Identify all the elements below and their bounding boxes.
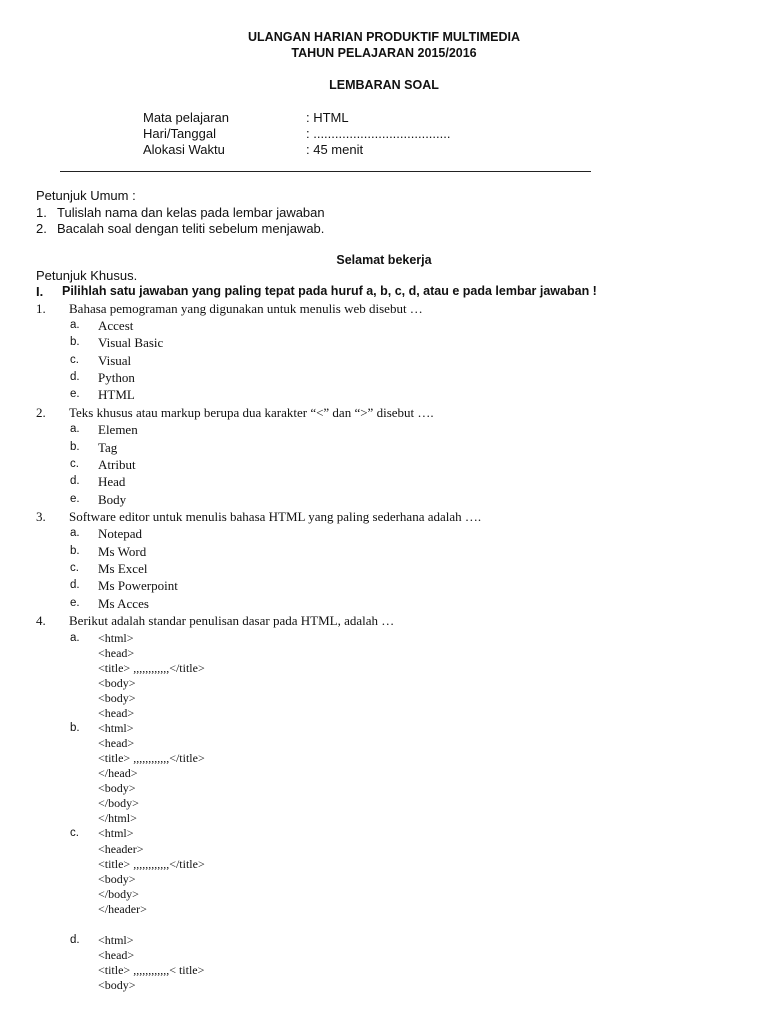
code-line: <title> ,,,,,,,,,,,,< title>	[98, 963, 205, 977]
option-letter: c.	[70, 827, 79, 839]
option-letter: e.	[70, 597, 80, 609]
code-line: <body>	[98, 978, 136, 992]
greeting: Selamat bekerja	[336, 253, 432, 267]
code-line: <body>	[98, 872, 136, 886]
option-text: Notepad	[98, 526, 143, 541]
academic-year: TAHUN PELAJARAN 2015/2016	[291, 46, 477, 60]
option-letter: e.	[70, 493, 80, 505]
question-number: 1.	[36, 301, 46, 316]
info-value-subject: : HTML	[306, 110, 349, 125]
option-letter: e.	[70, 388, 80, 400]
option-text: Visual	[98, 353, 132, 368]
general-instructions-heading: Petunjuk Umum :	[36, 188, 136, 203]
code-line: <head>	[98, 736, 135, 750]
code-line: </body>	[98, 796, 139, 810]
question-number: 4.	[36, 613, 46, 628]
special-instructions-heading: Petunjuk Khusus.	[36, 268, 138, 283]
option-letter: a.	[70, 319, 80, 331]
code-line: <header>	[98, 842, 144, 856]
option-letter: b.	[70, 336, 80, 348]
option-letter: b.	[70, 441, 80, 453]
option-letter: d.	[70, 579, 80, 591]
option-text: Tag	[98, 440, 118, 455]
code-line: <body>	[98, 691, 136, 705]
section-number: I.	[36, 284, 44, 299]
exam-title: ULANGAN HARIAN PRODUKTIF MULTIMEDIA	[248, 30, 520, 44]
option-text: Body	[98, 492, 127, 507]
general-item-number: 1.	[36, 205, 47, 220]
question-text: Berikut adalah standar penulisan dasar pada HTML, adalah …	[69, 613, 395, 628]
option-text: Elemen	[98, 422, 138, 437]
general-item-text: Bacalah soal dengan teliti sebelum menjawab.	[57, 221, 325, 236]
code-line: <html>	[98, 933, 134, 947]
code-line: <title> ,,,,,,,,,,,,</title>	[98, 751, 205, 765]
option-text: Python	[98, 370, 135, 385]
option-letter: d.	[70, 475, 80, 487]
option-text: Ms Acces	[98, 596, 149, 611]
option-text: Head	[98, 474, 126, 489]
code-line: <head>	[98, 646, 135, 660]
header-divider	[60, 171, 591, 172]
code-line: <head>	[98, 948, 135, 962]
option-letter: b.	[70, 722, 80, 734]
option-text: Accest	[98, 318, 134, 333]
option-letter: a.	[70, 632, 80, 644]
option-text: Ms Powerpoint	[98, 578, 178, 593]
option-letter: c.	[70, 354, 79, 366]
option-letter: c.	[70, 458, 79, 470]
question-number: 3.	[36, 509, 46, 524]
question-text: Teks khusus atau markup berupa dua karakter “<” dan “>” disebut ….	[69, 405, 434, 420]
code-line: </head>	[98, 766, 138, 780]
option-letter: d.	[70, 371, 80, 383]
code-line: <title> ,,,,,,,,,,,,</title>	[98, 661, 205, 675]
info-label-date: Hari/Tanggal	[143, 126, 216, 141]
general-item-text: Tulislah nama dan kelas pada lembar jawaban	[57, 205, 325, 220]
option-text: Atribut	[98, 457, 136, 472]
code-line: </html>	[98, 811, 137, 825]
code-line: <html>	[98, 826, 134, 840]
option-letter: c.	[70, 562, 79, 574]
question-number: 2.	[36, 405, 46, 420]
option-letter: b.	[70, 545, 80, 557]
question-text: Bahasa pemograman yang digunakan untuk menulis web disebut …	[69, 301, 423, 316]
section-instruction: Pilihlah satu jawaban yang paling tepat pada huruf a, b, c, d, atau e pada lembar jawaban !	[62, 284, 597, 298]
code-line: </body>	[98, 887, 139, 901]
code-line: <html>	[98, 721, 134, 735]
option-letter: d.	[70, 934, 80, 946]
info-label-subject: Mata pelajaran	[143, 110, 229, 125]
option-letter: a.	[70, 423, 80, 435]
code-line: <title> ,,,,,,,,,,,,</title>	[98, 857, 205, 871]
option-text: Ms Excel	[98, 561, 148, 576]
option-letter: a.	[70, 527, 80, 539]
info-label-duration: Alokasi Waktu	[143, 142, 225, 157]
code-line: <body>	[98, 781, 136, 795]
option-text: Ms Word	[98, 544, 147, 559]
question-text: Software editor untuk menulis bahasa HTML yang paling sederhana adalah ….	[69, 509, 482, 524]
code-line: </header>	[98, 902, 147, 916]
info-value-duration: : 45 menit	[306, 142, 364, 157]
option-text: Visual Basic	[98, 335, 164, 350]
general-item-number: 2.	[36, 221, 47, 236]
info-value-date: : ......................................	[306, 126, 451, 141]
code-line: <html>	[98, 631, 134, 645]
sheet-title: LEMBARAN SOAL	[329, 78, 439, 92]
code-line: <body>	[98, 676, 136, 690]
option-text: HTML	[98, 387, 135, 402]
code-line: <head>	[98, 706, 135, 720]
